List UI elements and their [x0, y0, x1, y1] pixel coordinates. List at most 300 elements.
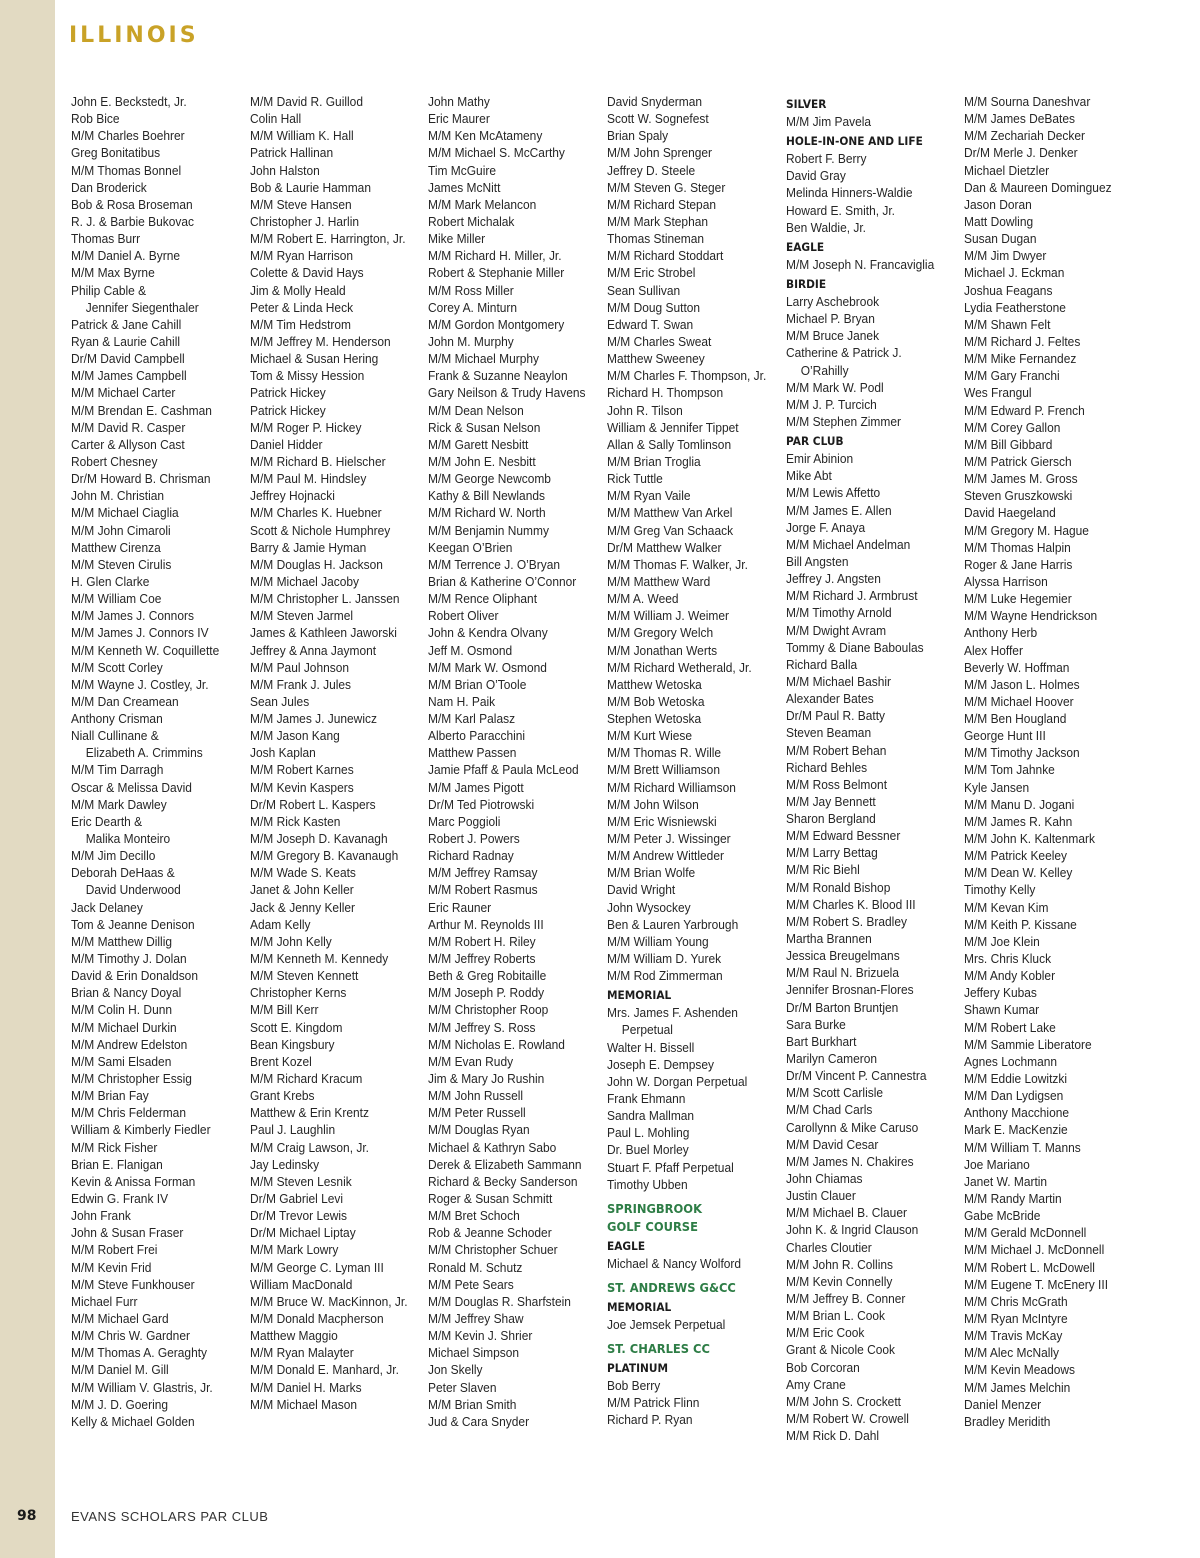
level-heading: BIRDIE [786, 276, 827, 291]
donor-name: Bradley Meridith [964, 1413, 1051, 1429]
donor-name: M/M James M. Gross [964, 471, 1078, 487]
donor-name: Dr/M Michael Liptay [250, 1225, 356, 1241]
donor-name: M/M John S. Crockett [786, 1393, 901, 1409]
donor-name: Derek & Elizabeth Sammann [428, 1156, 582, 1172]
level-heading: MEMORIAL [607, 1300, 672, 1314]
donor-name: M/M Mark Melancon [428, 196, 537, 212]
page-number: 98 [17, 1508, 37, 1524]
donor-name: Gary Neilson & Trudy Havens [428, 385, 586, 401]
donor-name: M/M Richard Kracum [250, 1071, 363, 1087]
donor-name: M/M Michael Mason [250, 1396, 358, 1412]
donor-name: Rob & Jeanne Schoder [428, 1225, 552, 1241]
donor-name: M/M Robert W. Crowell [786, 1410, 909, 1426]
donor-name: M/M Paul M. Hindsley [250, 471, 367, 487]
donor-name: Josh Kaplan [250, 745, 316, 761]
donor-name: M/M John Cimaroli [71, 522, 171, 538]
donor-name: Sean Jules [250, 693, 310, 709]
donor-name: M/M James R. Kahn [964, 813, 1073, 829]
donor-name: M/M Michael Bashir [786, 673, 892, 689]
donor-name: Ryan & Laurie Cahill [71, 333, 181, 349]
donor-name: M/M James Campbell [71, 368, 187, 384]
donor-name: Howard E. Smith, Jr. [786, 202, 896, 218]
donor-name: M/M William J. Weimer [607, 608, 730, 624]
donor-name: Rick Tuttle [607, 471, 663, 487]
donor-name: Richard Behles [786, 759, 868, 775]
donor-name: Dr/M Robert L. Kaspers [250, 796, 376, 812]
donor-name: M/M Jeffrey M. Henderson [250, 333, 391, 349]
donor-name: Malika Monteiro [85, 831, 171, 847]
donor-name: Dan & Maureen Dominguez [964, 179, 1112, 195]
donor-name: M/M Peter J. Wissinger [607, 831, 731, 847]
donor-name: M/M Sami Elsaden [71, 1053, 172, 1069]
donor-name: Daniel Hidder [250, 436, 323, 452]
donor-name: Dr/M Howard B. Chrisman [71, 471, 211, 487]
donor-name: Bean Kingsbury [250, 1036, 335, 1052]
level-heading: PLATINUM [607, 1361, 668, 1376]
donor-name: John & Susan Fraser [71, 1225, 184, 1241]
donor-name: Sandra Mallman [607, 1108, 695, 1124]
donor-name: M/M Mark Lowry [250, 1242, 339, 1258]
donor-name: M/M Daniel M. Gill [71, 1362, 169, 1378]
donor-name: M/M Robert Karnes [250, 762, 354, 778]
donor-name: M/M Rick Fisher [71, 1139, 158, 1155]
donor-name: M/M Jim Pavela [786, 114, 872, 129]
donor-name: Richard H. Thompson [607, 385, 724, 401]
donor-name: M/M Mark W. Podl [786, 379, 884, 395]
donor-name: Daniel Menzer [964, 1396, 1042, 1412]
donor-name: M/M Craig Lawson, Jr. [250, 1139, 369, 1155]
donor-name: M/M Kevin Frid [71, 1259, 152, 1275]
donor-name: Brent Kozel [250, 1053, 312, 1069]
donor-name: Dr/M David Campbell [71, 351, 185, 367]
donor-name: John Halston [250, 162, 320, 178]
donor-name: M/M Kevan Kim [964, 899, 1049, 915]
donor-name: M/M James N. Chakires [786, 1153, 914, 1169]
donor-name: Jorge F. Anaya [786, 519, 866, 535]
donor-name: M/M Mark Dawley [71, 796, 167, 812]
donor-name: Tim McGuire [428, 162, 496, 178]
donor-name: M/M Thomas Halpin [964, 539, 1071, 555]
donor-name: Thomas Burr [71, 231, 141, 247]
donor-name: M/M George C. Lyman III [250, 1259, 384, 1275]
donor-name: Grant Krebs [250, 1088, 315, 1104]
donor-name: William & Kimberly Fiedler [71, 1122, 211, 1138]
donor-name: Rick & Susan Nelson [428, 419, 541, 435]
donor-name: Mrs. James F. Ashenden [607, 1005, 738, 1021]
donor-name: Robert Chesney [71, 453, 158, 469]
donor-name: M/M Karl Palasz [428, 711, 516, 727]
donor-name: M/M Thomas R. Wille [607, 745, 722, 761]
donor-name: M/M A. Weed [607, 591, 679, 607]
donor-name: M/M Rence Oliphant [428, 591, 538, 607]
donor-name: Tommy & Diane Baboulas [786, 639, 924, 655]
donor-name: Christopher J. Harlin [250, 213, 360, 229]
donor-name: M/M Steven Jarmel [250, 608, 354, 624]
donor-name: M/M Manu D. Jogani [964, 796, 1075, 812]
donor-name: M/M Ken McAtameny [428, 128, 543, 144]
donor-name: M/M Stephen Zimmer [786, 413, 901, 429]
donor-name: M/M John K. Kaltenmark [964, 831, 1095, 847]
donor-name: John Chiamas [786, 1171, 863, 1187]
donor-name: Deborah DeHaas & [71, 865, 175, 881]
level-heading: EAGLE [607, 1238, 646, 1253]
donor-name: M/M Edward P. French [964, 402, 1085, 418]
donor-column-5 [786, 93, 962, 1444]
donor-name: M/M Thomas F. Walker, Jr. [607, 556, 748, 572]
donor-name: M/M Richard H. Miller, Jr. [428, 248, 562, 264]
donor-name: M/M J. D. Goering [71, 1396, 169, 1412]
donor-name: Gabe McBride [964, 1208, 1041, 1224]
donor-name: Catherine & Patrick J. [786, 345, 902, 361]
donor-name: M/M Tom Jahnke [964, 762, 1055, 778]
donor-name: M/M John Sprenger [607, 145, 713, 161]
donor-name: Peter Slaven [428, 1379, 497, 1395]
donor-name: M/M Richard B. Hielscher [250, 453, 386, 469]
donor-name: Barry & Jamie Hyman [250, 539, 367, 555]
donor-name: M/M Sourna Daneshvar [964, 94, 1091, 109]
donor-name: M/M Charles Sweat [607, 333, 712, 349]
donor-name: Matthew Maggio [250, 1328, 338, 1344]
donor-name: Jeffrey & Anna Jaymont [250, 642, 377, 658]
donor-name: M/M Jeffrey S. Ross [428, 1019, 536, 1035]
donor-name: Bob Berry [607, 1378, 661, 1394]
donor-name: M/M Brian Wolfe [607, 865, 696, 881]
donor-name: Perpetual [621, 1022, 673, 1038]
donor-name: Sharon Bergland [786, 811, 876, 827]
donor-name: Lydia Featherstone [964, 299, 1066, 315]
level-heading: SILVER [786, 97, 827, 111]
donor-name: Jack & Jenny Keller [250, 899, 356, 915]
donor-name: Patrick Hickey [250, 402, 326, 418]
donor-name: M/M Bob Wetoska [607, 693, 705, 709]
donor-name: Charles Cloutier [786, 1239, 872, 1255]
donor-name: Tom & Missy Hession [250, 368, 365, 384]
donor-name: M/M Paul Johnson [250, 659, 350, 675]
donor-name: M/M Steven Cirulis [71, 556, 172, 572]
donor-name: M/M Brian L. Cook [786, 1308, 886, 1324]
donor-name: Thomas Stineman [607, 231, 705, 247]
donor-name: M/M James J. Junewicz [250, 711, 377, 727]
donor-name: Emir Abinion [786, 451, 854, 467]
donor-name: Ronald M. Schutz [428, 1259, 523, 1275]
donor-name: Allan & Sally Tomlinson [607, 436, 732, 452]
donor-name: Justin Clauer [786, 1188, 856, 1204]
donor-name: Marilyn Cameron [786, 1051, 878, 1067]
donor-name: Oscar & Melissa David [71, 779, 192, 795]
donor-name: M/M Sammie Liberatore [964, 1036, 1092, 1052]
donor-name: Bart Burkhart [786, 1033, 857, 1049]
donor-column-3 [428, 93, 604, 1430]
donor-name: M/M Matthew Dillig [71, 933, 173, 949]
donor-name: Robert Oliver [428, 608, 499, 624]
donor-name: M/M Richard J. Feltes [964, 333, 1081, 349]
donor-name: M/M Steve Hansen [250, 196, 352, 212]
donor-name: Mike Miller [428, 231, 486, 247]
donor-name: M/M Dan Creamean [71, 693, 179, 709]
donor-name: James & Kathleen Jaworski [250, 625, 397, 641]
donor-name: M/M Jeffrey B. Conner [786, 1291, 906, 1306]
donor-name: Jeffrey Hojnacki [250, 488, 335, 504]
donor-name: M/M Jason Kang [250, 728, 340, 744]
donor-name: M/M Greg Van Schaack [607, 522, 734, 538]
donor-name: M/M Kevin Kaspers [250, 779, 354, 795]
donor-name: M/M Chris W. Gardner [71, 1328, 190, 1344]
donor-name: Richard Balla [786, 656, 858, 672]
donor-name: Scott W. Sognefest [607, 111, 709, 127]
donor-name: Janet & John Keller [250, 882, 354, 898]
donor-name: Matthew Passen [428, 745, 517, 761]
donor-name: M/M Steven Lesnik [250, 1173, 352, 1189]
donor-name: Dr/M Ted Piotrowski [428, 796, 535, 812]
donor-name: Jeffrey D. Steele [607, 162, 696, 178]
donor-name: Matthew Cirenza [71, 539, 161, 555]
donor-name: M/M Michael Durkin [71, 1019, 177, 1035]
donor-name: M/M Chris McGrath [964, 1293, 1068, 1309]
donor-name: Dan Broderick [71, 179, 147, 195]
donor-name: M/M Kevin Connelly [786, 1273, 893, 1289]
donor-name: M/M Rod Zimmerman [607, 968, 723, 984]
donor-name: Eric Rauner [428, 899, 492, 915]
donor-name: M/M Gordon Montgomery [428, 316, 565, 332]
footer-title: EVANS SCHOLARS PAR CLUB [71, 1509, 269, 1524]
donor-name: M/M Michael Hoover [964, 693, 1074, 709]
donor-name: M/M Michael Andelman [786, 536, 911, 552]
donor-column-1 [71, 93, 247, 1430]
donor-name: M/M Eddie Lowitzki [964, 1071, 1068, 1087]
donor-name: Colette & David Hays [250, 265, 364, 281]
donor-name: M/M Tim Darragh [71, 762, 164, 778]
donor-name: Kelly & Michael Golden [71, 1413, 195, 1429]
donor-name: Kathy & Bill Newlands [428, 488, 545, 504]
donor-name: John E. Beckstedt, Jr. [71, 94, 187, 109]
donor-name: M/M Evan Rudy [428, 1053, 514, 1069]
donor-name: Frank Ehmann [607, 1091, 686, 1107]
donor-name: Sean Sullivan [607, 282, 681, 298]
donor-name: M/M Ross Belmont [786, 776, 888, 792]
donor-name: M/M Ben Hougland [964, 711, 1067, 727]
donor-name: M/M Jim Decillo [71, 848, 156, 864]
donor-name: M/M Michael Gard [71, 1310, 169, 1326]
donor-name: Beverly W. Hoffman [964, 659, 1070, 675]
donor-name: M/M Steven G. Steger [607, 179, 726, 195]
donor-name: Bob & Rosa Broseman [71, 196, 193, 212]
donor-name: M/M Raul N. Brizuela [786, 965, 899, 981]
donor-name: David Snyderman [607, 94, 703, 109]
donor-name: M/M Garett Nesbitt [428, 436, 529, 452]
donor-name: R. J. & Barbie Bukovac [71, 213, 194, 229]
donor-name: Keegan O’Brien [428, 539, 513, 555]
donor-name: M/M Ryan Vaile [607, 488, 691, 504]
donor-name: Jud & Cara Snyder [428, 1413, 530, 1429]
donor-name: Stuart F. Pfaff Perpetual [607, 1159, 734, 1175]
donor-name: M/M Eric Cook [786, 1325, 865, 1341]
donor-name: Arthur M. Reynolds III [428, 916, 544, 932]
donor-name: David Wright [607, 882, 676, 898]
donor-name: Michael & Susan Hering [250, 351, 379, 367]
donor-name: M/M Ronald Bishop [786, 879, 891, 895]
donor-name: M/M J. P. Turcich [786, 396, 877, 412]
donor-name: M/M James J. Connors IV [71, 625, 209, 641]
donor-name: M/M Joseph P. Roddy [428, 985, 545, 1001]
donor-name: Bob Corcoran [786, 1359, 860, 1375]
donor-name: Martha Brannen [786, 931, 872, 947]
donor-name: M/M Robert L. McDowell [964, 1259, 1095, 1275]
donor-name: M/M Mark W. Osmond [428, 659, 547, 675]
donor-column-6 [964, 93, 1140, 1430]
donor-name: Patrick & Jane Cahill [71, 316, 182, 332]
donor-name: Nam H. Paik [428, 693, 496, 709]
donor-name: Kyle Jansen [964, 779, 1030, 795]
donor-name: Michael Simpson [428, 1345, 520, 1361]
donor-name: M/M Patrick Giersch [964, 453, 1072, 469]
donor-name: Jeffrey J. Angsten [786, 571, 881, 587]
donor-name: M/M Michael Carter [71, 385, 176, 401]
donor-name: M/M Mark Stephan [607, 213, 709, 229]
donor-name: Scott E. Kingdom [250, 1019, 343, 1035]
donor-name: H. Glen Clarke [71, 573, 150, 589]
donor-name: Jack Delaney [71, 899, 143, 915]
donor-name: Michael Dietzler [964, 162, 1050, 178]
donor-name: Melinda Hinners-Waldie [786, 185, 913, 201]
donor-name: M/M Steven Kennett [250, 968, 359, 984]
donor-name: Dr. Buel Morley [607, 1142, 689, 1158]
donor-name: M/M Thomas Bonnel [71, 162, 182, 178]
donor-name: M/M William T. Manns [964, 1139, 1081, 1155]
donor-name: M/M Brian Fay [71, 1088, 149, 1104]
donor-name: M/M Ryan Harrison [250, 248, 354, 264]
donor-name: M/M Mike Fernandez [964, 351, 1077, 367]
donor-name: Frank & Suzanne Neaylon [428, 368, 568, 384]
donor-name: M/M Brian Troglia [607, 453, 701, 469]
donor-name: Robert F. Berry [786, 151, 867, 167]
donor-name: Susan Dugan [964, 231, 1037, 247]
donor-name: M/M Richard Williamson [607, 779, 736, 795]
donor-name: Greg Bonitatibus [71, 145, 161, 161]
donor-name: Alberto Paracchini [428, 728, 526, 744]
donor-name: M/M Bruce Janek [786, 328, 880, 344]
donor-name: M/M Kevin J. Shrier [428, 1328, 533, 1344]
donor-name: Mike Abt [786, 468, 832, 484]
donor-name: M/M Eric Strobel [607, 265, 696, 281]
donor-name: Agnes Lochmann [964, 1053, 1058, 1069]
donor-name: Jason Doran [964, 196, 1032, 212]
donor-name: David Haegeland [964, 505, 1056, 521]
donor-name: M/M Charles K. Huebner [250, 505, 382, 521]
donor-name: M/M Bret Schoch [428, 1208, 520, 1224]
donor-name: Edward T. Swan [607, 316, 694, 332]
donor-name: Jennifer Siegenthaler [85, 299, 199, 315]
donor-name: M/M Christopher L. Janssen [250, 591, 400, 607]
donor-name: Philip Cable & [71, 282, 147, 298]
donor-name: M/M Richard Stoddart [607, 248, 724, 264]
donor-name: Eric Dearth & [71, 813, 143, 829]
donor-name: M/M John E. Nesbitt [428, 453, 536, 469]
donor-name: Brian E. Flanigan [71, 1156, 163, 1172]
donor-name: Amy Crane [786, 1376, 846, 1392]
donor-name: M/M Matthew Ward [607, 573, 711, 589]
donor-name: M/M Patrick Keeley [964, 848, 1068, 864]
donor-name: Anthony Crisman [71, 711, 163, 727]
donor-name: M/M Joe Klein [964, 933, 1040, 949]
donor-name: Dr/M Matthew Walker [607, 539, 722, 555]
donor-name: Eric Maurer [428, 111, 490, 127]
donor-name: Alex Hoffer [964, 642, 1023, 658]
donor-name: M/M William Young [607, 933, 709, 949]
donor-name: Larry Aschebrook [786, 293, 880, 309]
level-heading: MEMORIAL [607, 988, 672, 1003]
donor-name: Jim & Molly Heald [250, 282, 346, 298]
donor-name: M/M Zechariah Decker [964, 128, 1085, 144]
donor-name: Jon Skelly [428, 1362, 483, 1378]
donor-name: M/M Andy Kobler [964, 968, 1056, 984]
donor-name: M/M Tim Hedstrom [250, 316, 352, 332]
donor-name: M/M Timothy Jackson [964, 745, 1080, 761]
donor-name: M/M Kurt Wiese [607, 728, 693, 744]
donor-name: Carter & Allyson Cast [71, 436, 185, 452]
donor-name: M/M William Coe [71, 591, 162, 607]
page-heading: ILLINOIS [69, 23, 199, 48]
donor-name: M/M Joseph D. Kavanagh [250, 831, 388, 847]
donor-name: M/M Jay Bennett [786, 793, 876, 809]
donor-name: M/M Pete Sears [428, 1276, 514, 1292]
donor-name: Dr/M Gabriel Levi [250, 1191, 344, 1206]
donor-name: Matthew Wetoska [607, 676, 702, 692]
donor-name: M/M Brendan E. Cashman [71, 402, 212, 418]
donor-name: M/M James E. Allen [786, 502, 892, 518]
donor-name: Jay Ledinsky [250, 1156, 320, 1172]
donor-name: Carollynn & Mike Caruso [786, 1119, 919, 1135]
level-heading: HOLE-IN-ONE AND LIFE [786, 134, 923, 149]
donor-name: Dr/M Vincent P. Cannestra [786, 1068, 927, 1084]
donor-name: M/M Chad Carls [786, 1102, 873, 1118]
donor-name: M/M Gregory M. Hague [964, 522, 1089, 538]
donor-name: John M. Murphy [428, 333, 514, 349]
donor-name: Joshua Feagans [964, 282, 1053, 298]
donor-name: Jessica Breugelmans [786, 948, 900, 964]
level-heading: PAR CLUB [786, 434, 844, 449]
donor-name: M/M Jonathan Werts [607, 642, 718, 658]
donor-name: Matthew & Erin Krentz [250, 1105, 369, 1121]
donor-name: M/M James J. Connors [71, 608, 194, 624]
donor-name: Brian & Nancy Doyal [71, 985, 182, 1001]
donor-name: David & Erin Donaldson [71, 968, 198, 984]
donor-name: Janet W. Martin [964, 1173, 1048, 1189]
club-heading: ST. CHARLES CC [607, 1341, 710, 1357]
donor-name: Stephen Wetoska [607, 711, 702, 727]
donor-name: Jeffery Kubas [964, 985, 1037, 1001]
donor-name: Michael & Nancy Wolford [607, 1255, 742, 1271]
donor-name: M/M Eric Wisniewski [607, 813, 717, 829]
donor-name: Michael P. Bryan [786, 311, 875, 327]
donor-name: Ben Waldie, Jr. [786, 219, 866, 235]
donor-name: John R. Tilson [607, 402, 683, 418]
donor-name: O’Rahilly [800, 362, 849, 378]
donor-name: Peter & Linda Heck [250, 299, 354, 315]
donor-name: M/M Bill Gibbard [964, 436, 1053, 452]
donor-name: Dr/M Barton Bruntjen [786, 999, 899, 1015]
donor-name: John & Kendra Olvany [428, 625, 548, 641]
donor-name: M/M David R. Guillod [250, 94, 363, 109]
donor-name: M/M Luke Hegemier [964, 591, 1072, 607]
donor-name: M/M Andrew Edelston [71, 1036, 188, 1052]
donor-name: M/M Andrew Wittleder [607, 848, 724, 864]
donor-name: Colin Hall [250, 111, 302, 127]
donor-name: Elizabeth A. Crimmins [85, 745, 203, 761]
donor-name: M/M William K. Hall [250, 128, 354, 144]
donor-name: Patrick Hallinan [250, 145, 334, 161]
donor-name: Grant & Nicole Cook [786, 1342, 896, 1358]
donor-name: Mark E. MacKenzie [964, 1122, 1068, 1138]
